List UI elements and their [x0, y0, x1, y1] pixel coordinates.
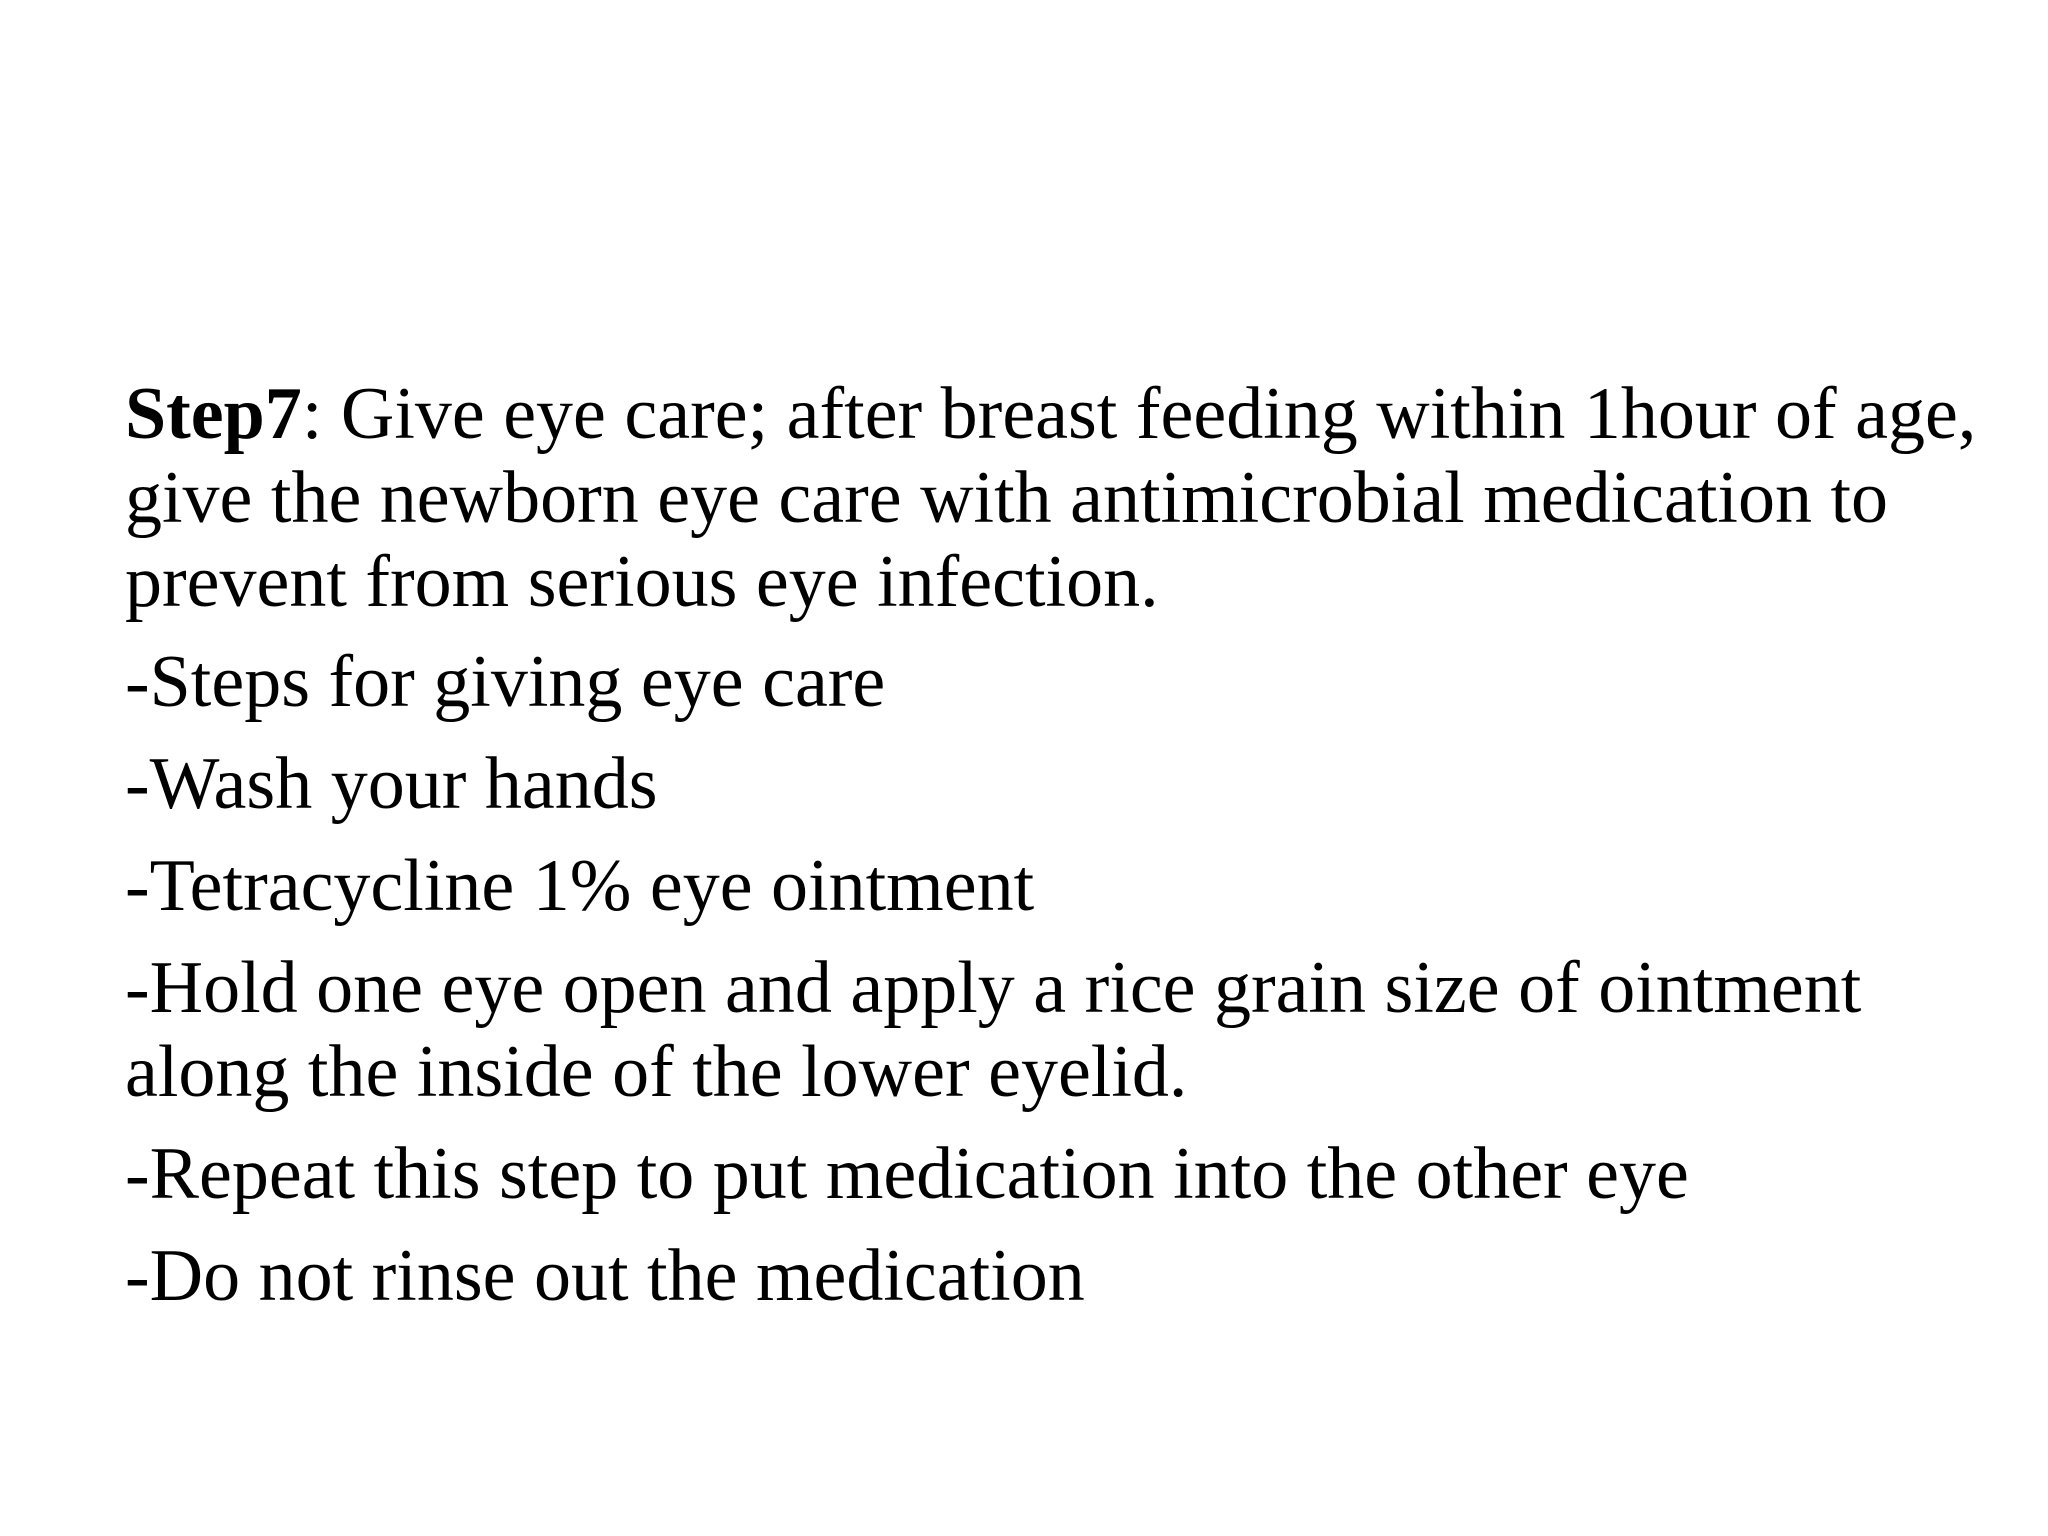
bullet-tetracycline: -Tetracycline 1% eye ointment — [125, 845, 1035, 927]
bullet-wash-hands: -Wash your hands — [125, 743, 658, 825]
step-label: Step7 — [125, 373, 302, 455]
bullet-steps-for-eye-care: -Steps for giving eye care — [125, 641, 886, 723]
step-text: : Give eye care; after breast feeding within 1hour of age, give the newborn eye care with antimicrobial medication to prevent from serious eye infection. — [125, 373, 1977, 623]
bullet-repeat-step: -Repeat this step to put medication into the other eye — [125, 1133, 1689, 1215]
step-paragraph — [125, 372, 1985, 624]
slide-body — [125, 372, 1985, 1336]
bullet-hold-eye-open: -Hold one eye open and apply a rice grain size of ointment along the inside of the lower eyelid. — [125, 947, 1862, 1113]
bullet-do-not-rinse: -Do not rinse out the medication — [125, 1235, 1085, 1317]
